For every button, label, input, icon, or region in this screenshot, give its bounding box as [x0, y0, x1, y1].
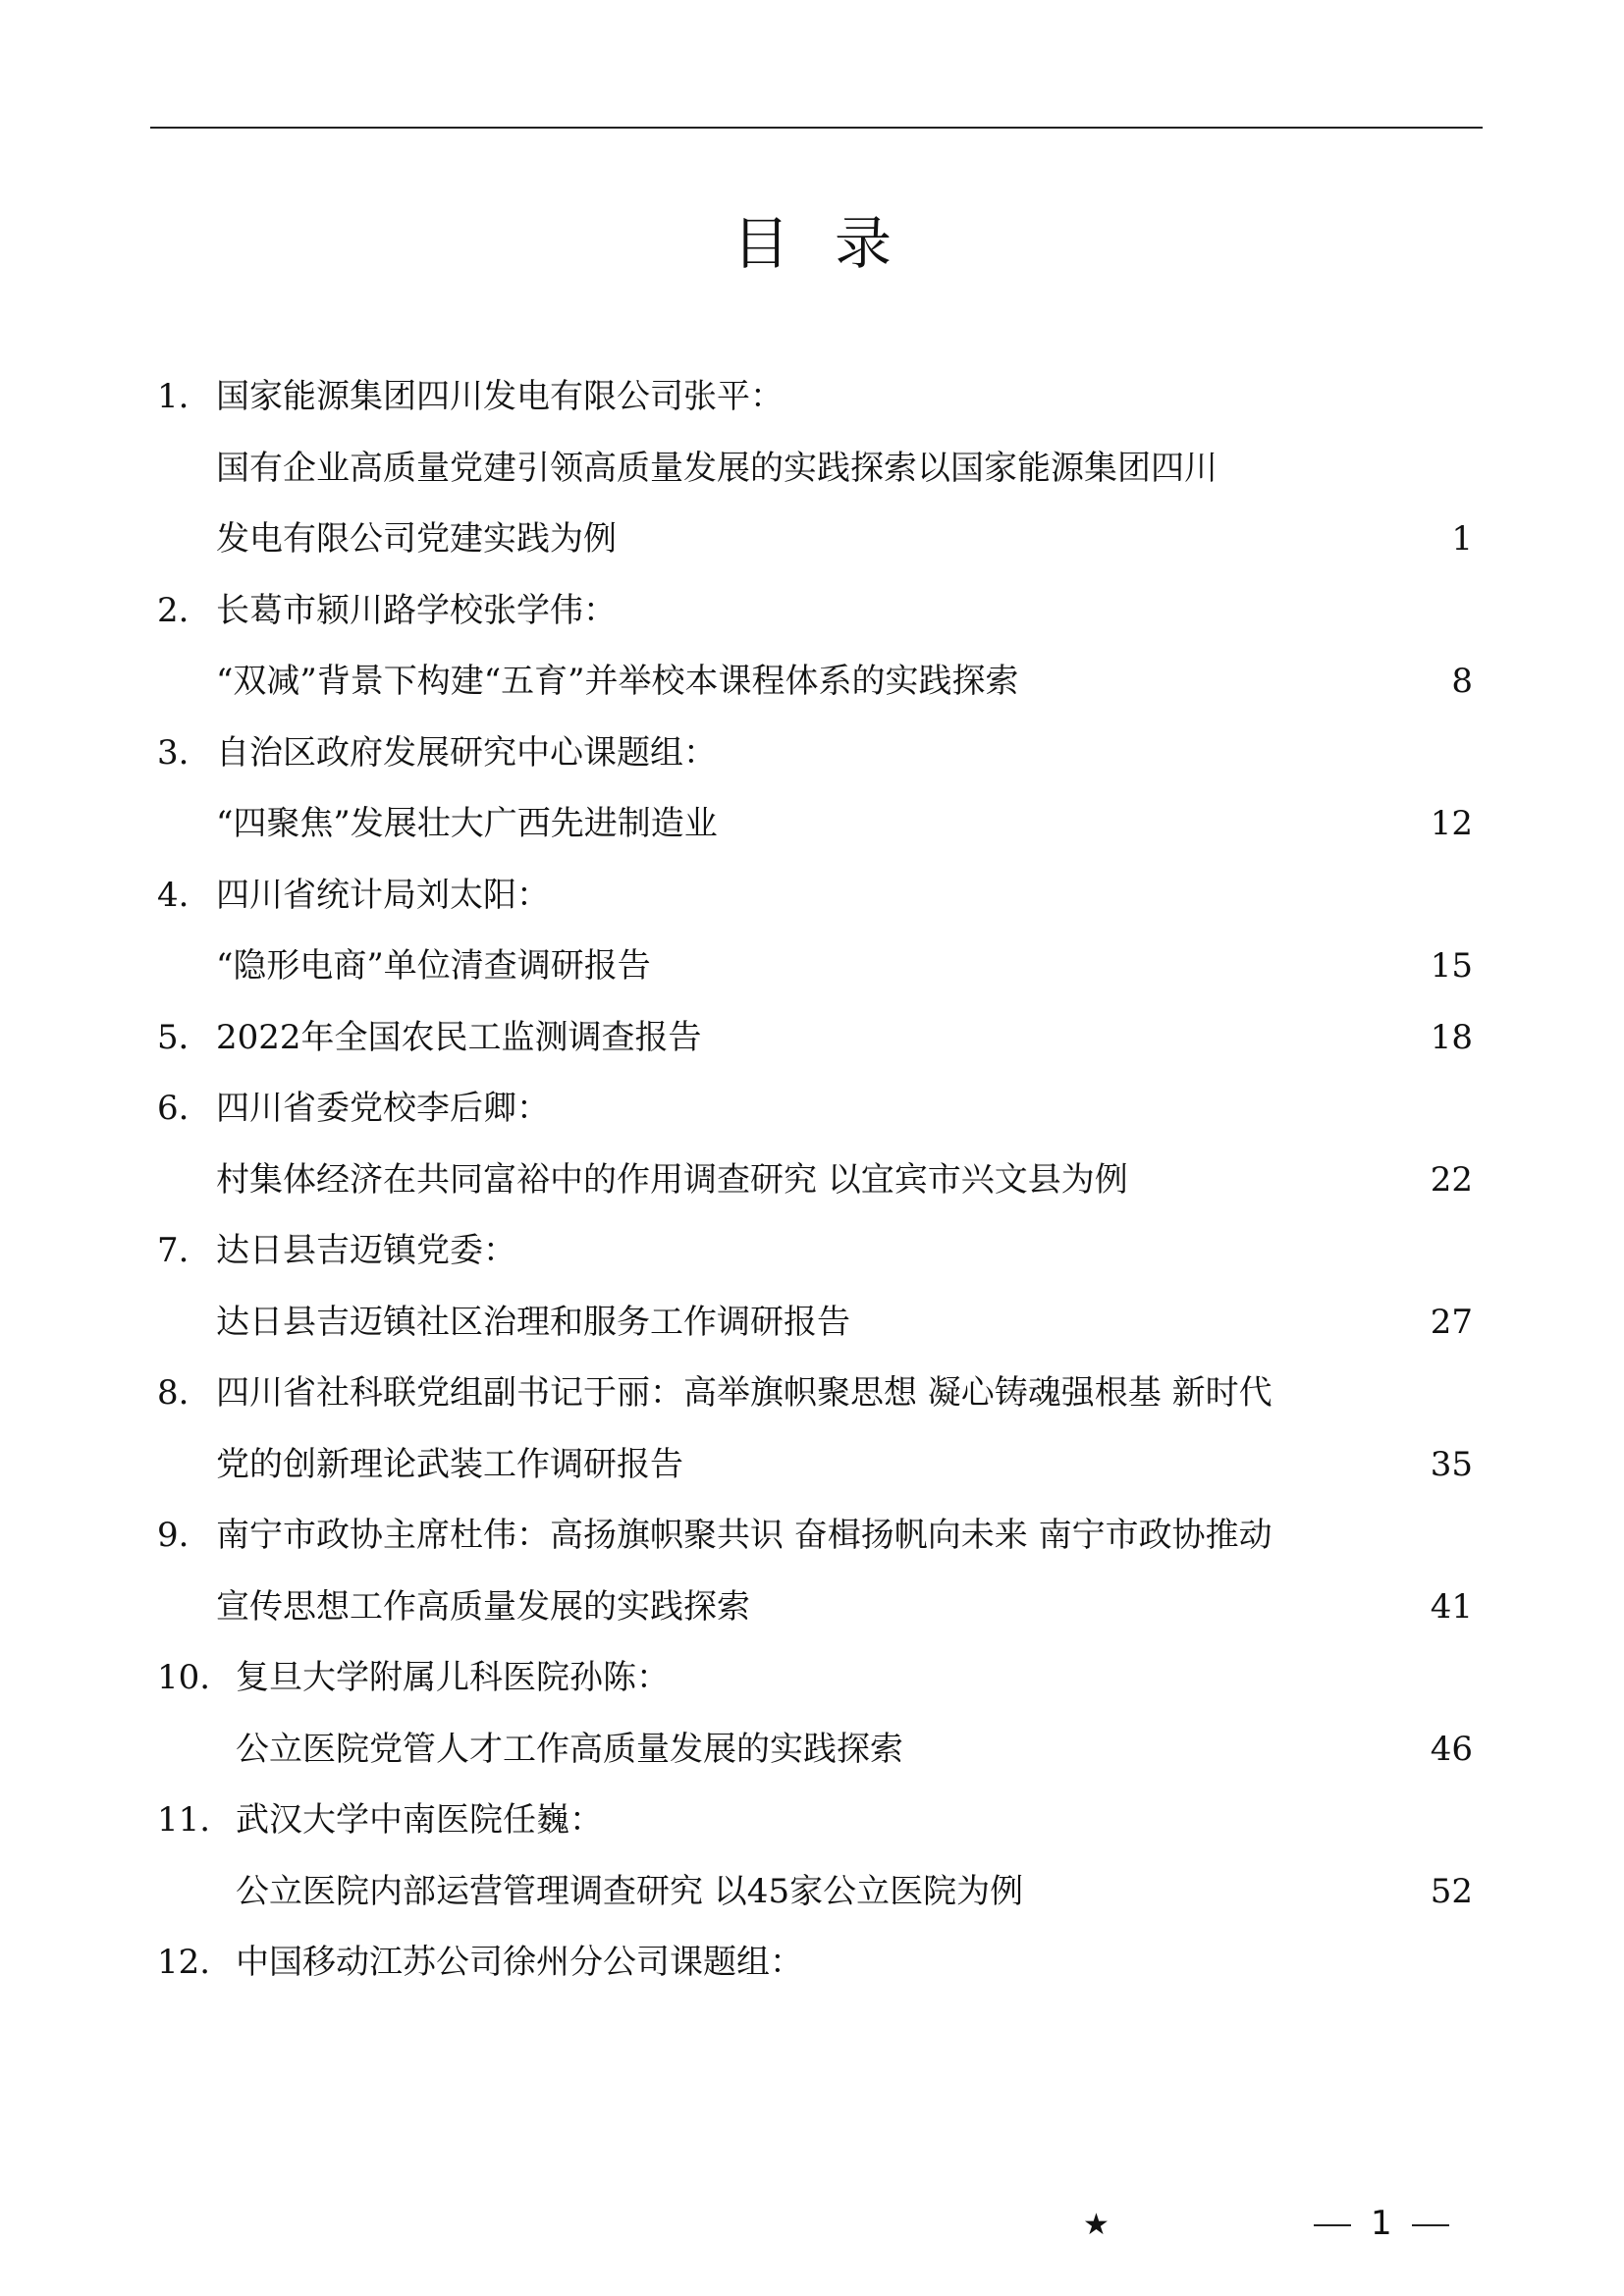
table-of-contents — [157, 361, 1473, 1999]
toc-entry-11-heading[interactable] — [157, 1785, 1473, 1856]
toc-entry-10-title[interactable] — [157, 1714, 1473, 1786]
toc-entry-title: 2022年全国农民工监测调查报告 — [216, 1017, 702, 1057]
toc-entry-author: 复旦大学附属儿科医院孙陈： — [236, 1658, 670, 1697]
toc-entry-9-heading[interactable] — [157, 1500, 1473, 1572]
toc-page-number: 46 — [1430, 1729, 1473, 1769]
page-footer-number — [1294, 2204, 1469, 2243]
toc-entry-title: 达日县吉迈镇社区治理和服务工作调研报告 — [216, 1302, 850, 1342]
toc-entry-title: “四聚焦”发展壮大广西先进制造业 — [216, 804, 718, 843]
toc-entry-title: 党的创新理论武装工作调研报告 — [216, 1444, 683, 1484]
toc-entry-number: 5． — [157, 1017, 212, 1057]
toc-entry-number: 6. — [157, 1089, 189, 1128]
toc-entry-title: 宣传思想工作高质量发展的实践探索 — [216, 1586, 750, 1627]
toc-entry-number: 7. — [157, 1231, 189, 1270]
toc-entry-author-title: 南宁市政协主席杜伟：高扬旗帜聚共识 奋楫扬帆向未来 南宁市政协推动 — [216, 1516, 1272, 1555]
toc-entry-2-title[interactable] — [157, 646, 1473, 718]
header-rule — [150, 127, 1483, 129]
toc-entry-3-heading[interactable] — [157, 718, 1473, 789]
toc-entry-number: 3. — [157, 732, 189, 773]
toc-entry-number: 2. — [157, 590, 189, 630]
toc-entry-6-title[interactable] — [157, 1145, 1473, 1216]
toc-entry-4-heading[interactable] — [157, 860, 1473, 932]
toc-entry-author: 达日县吉迈镇党委： — [216, 1231, 516, 1270]
toc-entry-1-title-cont[interactable] — [157, 504, 1473, 575]
toc-entry-1-title[interactable] — [157, 433, 1473, 505]
toc-entry-author: 中国移动江苏公司徐州分公司课题组： — [236, 1943, 803, 1982]
toc-entry-number: 9. — [157, 1516, 189, 1555]
toc-entry-4-title[interactable] — [157, 931, 1473, 1002]
toc-entry-10-heading[interactable] — [157, 1642, 1473, 1714]
toc-entry-author: 武汉大学中南医院任巍： — [236, 1800, 603, 1840]
toc-entry-7-title[interactable] — [157, 1287, 1473, 1359]
toc-entry-number: 12. — [157, 1943, 211, 1982]
toc-entry-author-title: 四川省社科联党组副书记于丽：高举旗帜聚思想 凝心铸魂强根基 新时代 — [216, 1373, 1272, 1413]
page-number: 1 — [1371, 2204, 1392, 2243]
toc-entry-title: 国有企业高质量党建引领高质量发展的实践探索以国家能源集团四川 — [216, 448, 1218, 488]
toc-entry-title: 公立医院党管人才工作高质量发展的实践探索 — [236, 1729, 903, 1769]
toc-entry-author: 四川省委党校李后卿： — [216, 1089, 550, 1128]
toc-entry-9-title[interactable] — [157, 1572, 1473, 1643]
toc-entry-8-heading[interactable] — [157, 1358, 1473, 1429]
toc-entry-title: 发电有限公司党建实践为例 — [216, 519, 617, 559]
toc-entry-7-heading[interactable] — [157, 1215, 1473, 1287]
toc-entry-11-title[interactable] — [157, 1856, 1473, 1928]
toc-entry-3-title[interactable] — [157, 788, 1473, 860]
dash-left — [1314, 2224, 1351, 2226]
toc-entry-author: 自治区政府发展研究中心课题组： — [216, 732, 717, 773]
toc-entry-title: “双减”背景下构建“五育”并举校本课程体系的实践探索 — [216, 662, 1019, 701]
toc-page-number: 1 — [1451, 519, 1473, 559]
toc-entry-author: 四川省统计局刘太阳： — [216, 875, 550, 915]
page-title: 目录 — [731, 210, 937, 277]
toc-entry-title: 公立医院内部运营管理调查研究 以45家公立医院为例 — [236, 1871, 1024, 1911]
toc-page-number: 52 — [1430, 1871, 1473, 1911]
toc-page-number: 35 — [1430, 1444, 1473, 1484]
toc-entry-number: 10. — [157, 1658, 211, 1697]
toc-entry-number: 1. — [157, 377, 189, 416]
toc-page-number: 22 — [1430, 1159, 1473, 1200]
toc-page-number: 41 — [1430, 1586, 1473, 1627]
toc-entry-author: 长葛市颍川路学校张学伟： — [216, 590, 617, 630]
toc-entry-number: 4. — [157, 875, 189, 915]
toc-entry-8-title[interactable] — [157, 1429, 1473, 1501]
toc-entry-title: “隐形电商”单位清查调研报告 — [216, 946, 651, 986]
toc-entry-2-heading[interactable] — [157, 575, 1473, 647]
toc-entry-12-heading[interactable] — [157, 1927, 1473, 1999]
toc-entry-1-heading[interactable] — [157, 361, 1473, 433]
toc-entry-5[interactable] — [157, 1002, 1473, 1074]
dash-right — [1412, 2224, 1449, 2226]
toc-page-number: 27 — [1430, 1302, 1473, 1342]
star-icon: ★ — [1083, 2208, 1110, 2242]
toc-entry-6-heading[interactable] — [157, 1073, 1473, 1145]
toc-entry-number: 8. — [157, 1373, 189, 1413]
toc-page-number: 12 — [1430, 804, 1473, 843]
toc-entry-author: 国家能源集团四川发电有限公司张平： — [216, 377, 784, 416]
toc-page-number: 18 — [1430, 1017, 1473, 1057]
toc-entry-number: 11. — [157, 1800, 211, 1840]
toc-page-number: 15 — [1430, 946, 1473, 986]
toc-page-number: 8 — [1451, 662, 1473, 701]
toc-entry-title: 村集体经济在共同富裕中的作用调查研究 以宜宾市兴文县为例 — [216, 1159, 1128, 1200]
